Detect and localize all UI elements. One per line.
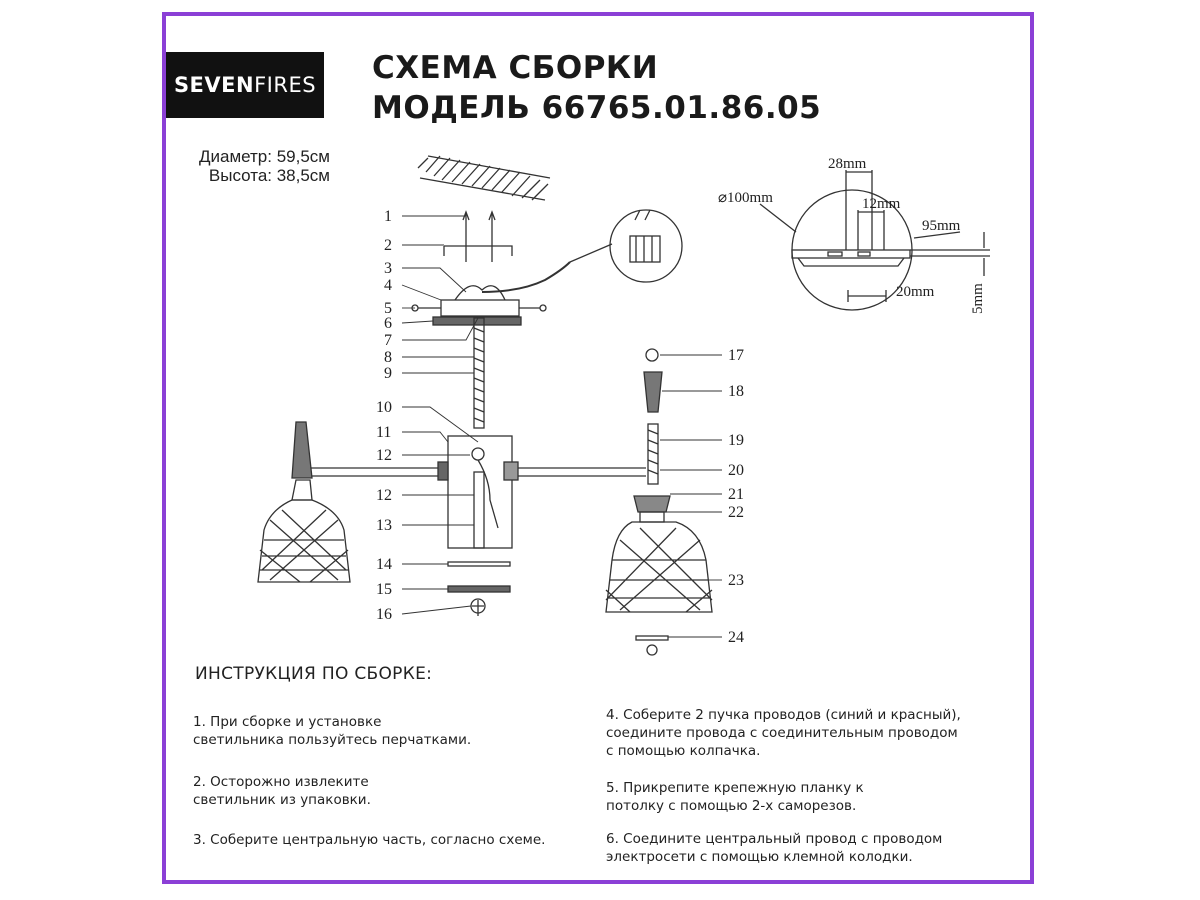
part-label: 5 [384, 300, 392, 317]
part-label: 7 [384, 332, 392, 349]
part-label: 23 [728, 572, 744, 589]
instruction-step: 2. Осторожно извлеките светильник из упаковки. [193, 774, 371, 808]
instruction-step: 5. Прикрепите крепежную планку к потолку с помощью 2-х саморезов. [606, 780, 864, 814]
part-label: 13 [376, 517, 392, 534]
part-label: 10 [376, 399, 392, 416]
dim-label-diameter: ⌀100mm [718, 190, 773, 206]
instruction-step: 1. При сборке и установке светильника пользуйтесь перчатками. [193, 714, 472, 748]
part-label: 18 [728, 383, 744, 400]
diameter-text: Диаметр: 59,5см [198, 147, 330, 166]
connector-detail [610, 210, 682, 282]
part-label: 21 [728, 486, 744, 503]
model-title: МОДЕЛЬ 66765.01.86.05 [372, 90, 822, 126]
mounting-bracket [444, 246, 512, 256]
ceiling-hatch [418, 156, 550, 200]
instruction-step: 6. Соедините центральный провод с проводом электросети с помощью клемной колодки. [606, 831, 943, 865]
brand-logo-part2: FIRES [254, 73, 317, 97]
dim-label-28: 28mm [828, 156, 867, 172]
part-label: 6 [384, 315, 392, 332]
leader-lines [402, 216, 722, 637]
part-label: 2 [384, 237, 392, 254]
bracket-detail [760, 170, 990, 310]
bottom-plate [448, 586, 510, 592]
part-label: 11 [376, 424, 392, 441]
page-title: СХЕМА СБОРКИ [372, 50, 659, 86]
instruction-step: 3. Соберите центральную часть, согласно схеме. [193, 832, 546, 848]
dim-label-12: 12mm [862, 196, 901, 212]
left-lamp [258, 422, 350, 582]
part-label: 9 [384, 365, 392, 382]
part-label: 19 [728, 432, 744, 449]
part-label: 1 [384, 208, 392, 225]
instructions-heading: ИНСТРУКЦИЯ ПО СБОРКЕ: [195, 664, 433, 684]
screw-pair [466, 214, 492, 262]
height-text: Высота: 38,5см [208, 166, 330, 185]
part-label: 20 [728, 462, 744, 479]
part-label: 12 [376, 487, 392, 504]
part-label: 17 [728, 347, 744, 364]
part-label: 3 [384, 260, 392, 277]
instruction-step: 4. Соберите 2 пучка проводов (синий и красный), соедините провода с соединительным проводом с помощью колпачка. [606, 707, 961, 759]
right-lamp [606, 349, 712, 655]
detail-dimension-labels [718, 156, 986, 314]
part-label: 24 [728, 629, 744, 646]
part-label: 22 [728, 504, 744, 521]
part-label: 16 [376, 606, 392, 623]
central-body [448, 436, 512, 548]
part-label: 15 [376, 581, 392, 598]
canopy [441, 300, 519, 316]
part-label: 4 [384, 277, 392, 294]
part-label: 8 [384, 349, 392, 366]
brand-logo-part1: SEVEN [173, 73, 255, 97]
dim-label-5: 5mm [970, 283, 986, 314]
part-label: 14 [376, 556, 392, 573]
bottom-disk [448, 562, 510, 566]
part-label: 12 [376, 447, 392, 464]
dim-label-20: 20mm [896, 284, 935, 300]
dim-label-95: 95mm [922, 218, 961, 234]
